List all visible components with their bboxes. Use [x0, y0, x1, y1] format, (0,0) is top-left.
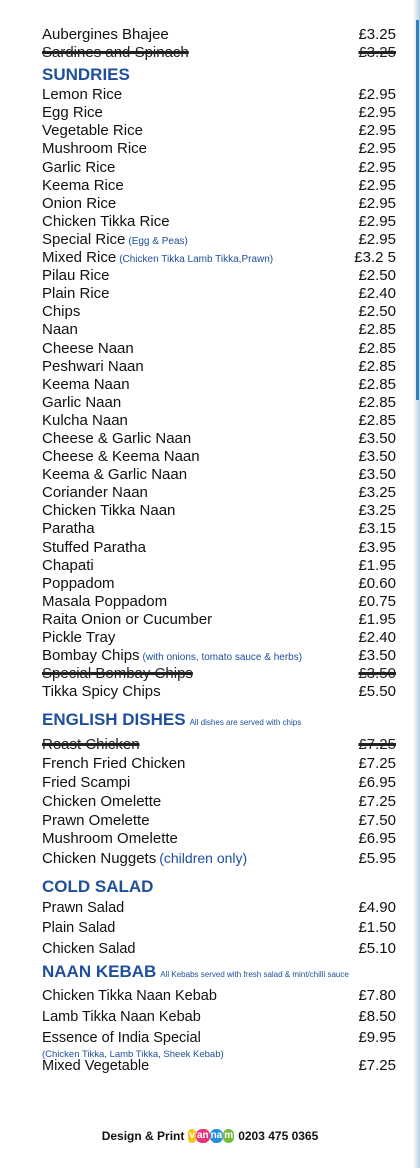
menu-item	[42, 267, 396, 285]
item-name: Prawn Omelette	[42, 811, 150, 829]
item-name: Chicken Tikka Naan	[42, 502, 176, 520]
menu-item	[42, 159, 396, 177]
item-name: Lamb Tikka Naan Kebab	[42, 1009, 201, 1026]
item-name: Essence of India Special	[42, 1030, 201, 1047]
item-price: £2.95	[358, 104, 396, 122]
footer-phone: 0203 475 0365	[238, 1129, 319, 1143]
menu-item	[42, 774, 396, 793]
item-name: Poppadom	[42, 574, 115, 592]
item-name: Cheese Naan	[42, 339, 134, 357]
item-price: £8.50	[358, 1008, 396, 1026]
footer	[0, 1129, 420, 1143]
item-name: Keema & Garlic Naan	[42, 466, 188, 484]
item-price: £2.85	[358, 321, 396, 339]
menu-page	[42, 26, 396, 1077]
item-price: £4.90	[358, 898, 396, 916]
item-price: £1.95	[358, 556, 396, 574]
item-price: £3.2 5	[354, 249, 396, 267]
menu-item	[42, 683, 396, 701]
item-price: £2.95	[358, 230, 396, 248]
menu-item	[42, 812, 396, 831]
item-price: £2.95	[358, 176, 396, 194]
item-name: Stuffed Paratha	[42, 538, 146, 556]
menu-item-struck	[42, 665, 396, 683]
item-price: £3.50	[358, 429, 396, 447]
item-name: Special Bombay Chips	[42, 665, 193, 683]
item-price: £3.50	[358, 647, 396, 665]
item-price: £3.50	[358, 448, 396, 466]
item-price: £3.25	[358, 44, 396, 62]
item-price: £3.50	[358, 665, 396, 683]
item-price: £9.95	[358, 1029, 396, 1047]
menu-item	[42, 849, 396, 868]
item-price: £2.95	[358, 140, 396, 158]
item-price: £1.95	[358, 610, 396, 628]
item-name: Kulcha Naan	[42, 411, 128, 429]
item-name: Plain Rice	[42, 285, 110, 303]
item-price: £0.75	[358, 592, 396, 610]
item-name: Chips	[42, 303, 81, 321]
page-edge-accent	[416, 20, 419, 400]
item-price: £2.95	[358, 86, 396, 104]
section-title-english	[42, 709, 396, 734]
item-price: £5.10	[358, 939, 396, 957]
menu-item	[42, 122, 396, 140]
menu-item	[42, 358, 396, 376]
item-name: Mixed Vegetable	[42, 1057, 150, 1074]
item-name: Masala Poppadom	[42, 592, 168, 610]
logo-part: na	[210, 1130, 223, 1141]
item-name: Prawn Salad	[42, 899, 125, 916]
item-name: Coriander Naan	[42, 484, 148, 502]
menu-item	[42, 1028, 396, 1049]
menu-item	[42, 918, 396, 939]
item-name: Plain Salad	[42, 920, 116, 937]
menu-item	[42, 502, 396, 520]
item-price: £7.25	[358, 1056, 396, 1074]
item-name: Mushroom Rice	[42, 140, 148, 158]
item-price: £7.25	[358, 736, 396, 754]
item-name: Chicken Tikka Naan Kebab	[42, 988, 217, 1005]
menu-item	[42, 340, 396, 358]
item-name: Pilau Rice	[42, 267, 110, 285]
item-price: £5.95	[358, 850, 396, 868]
item-name: Cheese & Keema Naan	[42, 448, 200, 466]
menu-item	[42, 249, 396, 267]
item-name: Chicken Nuggets	[42, 850, 157, 868]
item-price: £3.25	[358, 484, 396, 502]
menu-item	[42, 303, 396, 321]
item-price: £2.40	[358, 629, 396, 646]
menu-item	[42, 213, 396, 231]
item-price: £3.95	[358, 538, 396, 556]
section-heading: ENGLISH DISHES	[42, 710, 186, 730]
item-note: (with onions, tomato sauce & herbs)	[142, 652, 303, 664]
salad-list	[42, 898, 396, 960]
menu-item	[42, 898, 396, 919]
menu-item	[42, 285, 396, 303]
item-name: Chicken Salad	[42, 940, 136, 957]
item-name: Raita Onion or Cucumber	[42, 610, 213, 628]
item-price: £7.25	[358, 755, 396, 773]
item-name: Roast Chicken	[42, 736, 140, 754]
item-name: Fried Scampi	[42, 773, 131, 791]
menu-item	[42, 86, 396, 104]
item-name: Paratha	[42, 520, 95, 538]
item-name: Vegetable Rice	[42, 122, 143, 140]
item-name: Chicken Omelette	[42, 792, 162, 810]
menu-item	[42, 448, 396, 466]
menu-item	[42, 321, 396, 339]
item-price: £0.60	[358, 574, 396, 592]
top-items	[42, 26, 396, 62]
section-title-salad: COLD SALAD	[42, 876, 154, 896]
item-name: Egg Rice	[42, 104, 103, 122]
item-name: Garlic Naan	[42, 393, 122, 411]
item-price: £2.95	[358, 158, 396, 176]
item-price: £2.40	[358, 285, 396, 303]
kebab-list	[42, 986, 396, 1076]
item-name: Peshwari Naan	[42, 357, 144, 375]
item-note: (children only)	[159, 850, 248, 867]
menu-item	[42, 430, 396, 448]
item-name: Aubergines Bhajee	[42, 26, 169, 43]
menu-item	[42, 793, 396, 812]
item-price: £2.85	[358, 375, 396, 393]
section-title-kebab	[42, 961, 396, 986]
vannam-logo	[188, 1129, 234, 1143]
menu-item	[42, 755, 396, 774]
menu-item	[42, 177, 396, 195]
item-price: £2.85	[358, 393, 396, 411]
item-price: £7.50	[358, 811, 396, 829]
logo-part: v	[189, 1130, 195, 1141]
menu-item	[42, 394, 396, 412]
menu-item	[42, 539, 396, 557]
menu-item	[42, 412, 396, 430]
item-price: £2.85	[358, 339, 396, 357]
menu-item	[42, 376, 396, 394]
item-name: Keema Naan	[42, 375, 130, 393]
item-name: Bombay Chips	[42, 647, 140, 665]
item-name: Mixed Rice	[42, 249, 117, 267]
item-price: £3.15	[358, 520, 396, 538]
item-note: (Chicken Tikka Lamb Tikka,Prawn)	[119, 254, 274, 266]
item-price: £3.25	[358, 502, 396, 520]
menu-item	[42, 557, 396, 575]
menu-item	[42, 520, 396, 538]
menu-item-struck	[42, 44, 396, 62]
menu-item	[42, 484, 396, 502]
item-name: Onion Rice	[42, 194, 117, 212]
section-heading: NAAN KEBAB	[42, 962, 157, 982]
item-price: £3.25	[358, 26, 396, 43]
item-name: French Fried Chicken	[42, 755, 186, 773]
item-price: £7.25	[358, 792, 396, 810]
special-subtitle: (Chicken Tikka, Lamb Tikka, Sheek Kebab)	[42, 1048, 224, 1060]
item-price: £2.50	[358, 303, 396, 321]
menu-item	[42, 593, 396, 611]
item-name: Tikka Spicy Chips	[42, 683, 161, 701]
menu-item	[42, 611, 396, 629]
menu-item-struck	[42, 736, 396, 755]
item-name: Chicken Tikka Rice	[42, 212, 170, 230]
item-price: £6.95	[358, 773, 396, 791]
menu-item	[42, 466, 396, 484]
footer-label: Design & Print	[101, 1129, 185, 1143]
menu-item	[42, 647, 396, 665]
sundries-list	[42, 86, 396, 701]
item-name: Naan	[42, 321, 78, 339]
menu-item	[42, 1007, 396, 1028]
item-price: £2.95	[358, 212, 396, 230]
menu-item	[42, 986, 396, 1007]
item-price: £2.85	[358, 357, 396, 375]
logo-part: an	[196, 1130, 209, 1141]
item-price: £7.80	[358, 987, 396, 1005]
item-price: £2.95	[358, 194, 396, 212]
english-list	[42, 736, 396, 868]
item-note: (Egg & Peas)	[128, 235, 188, 247]
logo-part: m	[224, 1130, 234, 1141]
item-price: £6.95	[358, 830, 396, 848]
item-price: £2.85	[358, 411, 396, 429]
item-name: Chapati	[42, 556, 94, 574]
section-title-sundries: SUNDRIES	[42, 65, 130, 85]
menu-item	[42, 26, 396, 44]
item-price: £1.50	[358, 919, 396, 937]
item-price: £5.50	[358, 683, 396, 701]
menu-item	[42, 575, 396, 593]
item-name: Sardines and Spinach	[42, 44, 189, 62]
section-note: All Kebabs served with fresh salad & mint/chilli sauce	[160, 970, 349, 980]
menu-item	[42, 939, 396, 960]
menu-item	[42, 231, 396, 249]
menu-item	[42, 104, 396, 122]
item-price: £2.95	[358, 122, 396, 140]
menu-item	[42, 195, 396, 213]
item-price: £3.50	[358, 466, 396, 484]
item-name: Garlic Rice	[42, 158, 116, 176]
item-name: Keema Rice	[42, 176, 124, 194]
item-name: Pickle Tray	[42, 629, 116, 646]
item-name: Special Rice	[42, 230, 126, 248]
section-note: All dishes are served with chips	[189, 718, 302, 728]
menu-item	[42, 140, 396, 158]
menu-item	[42, 830, 396, 849]
menu-item	[42, 629, 396, 647]
item-name: Mushroom Omelette	[42, 830, 178, 848]
item-price: £2.50	[358, 267, 396, 285]
item-name: Lemon Rice	[42, 86, 123, 104]
item-name: Cheese & Garlic Naan	[42, 429, 192, 447]
